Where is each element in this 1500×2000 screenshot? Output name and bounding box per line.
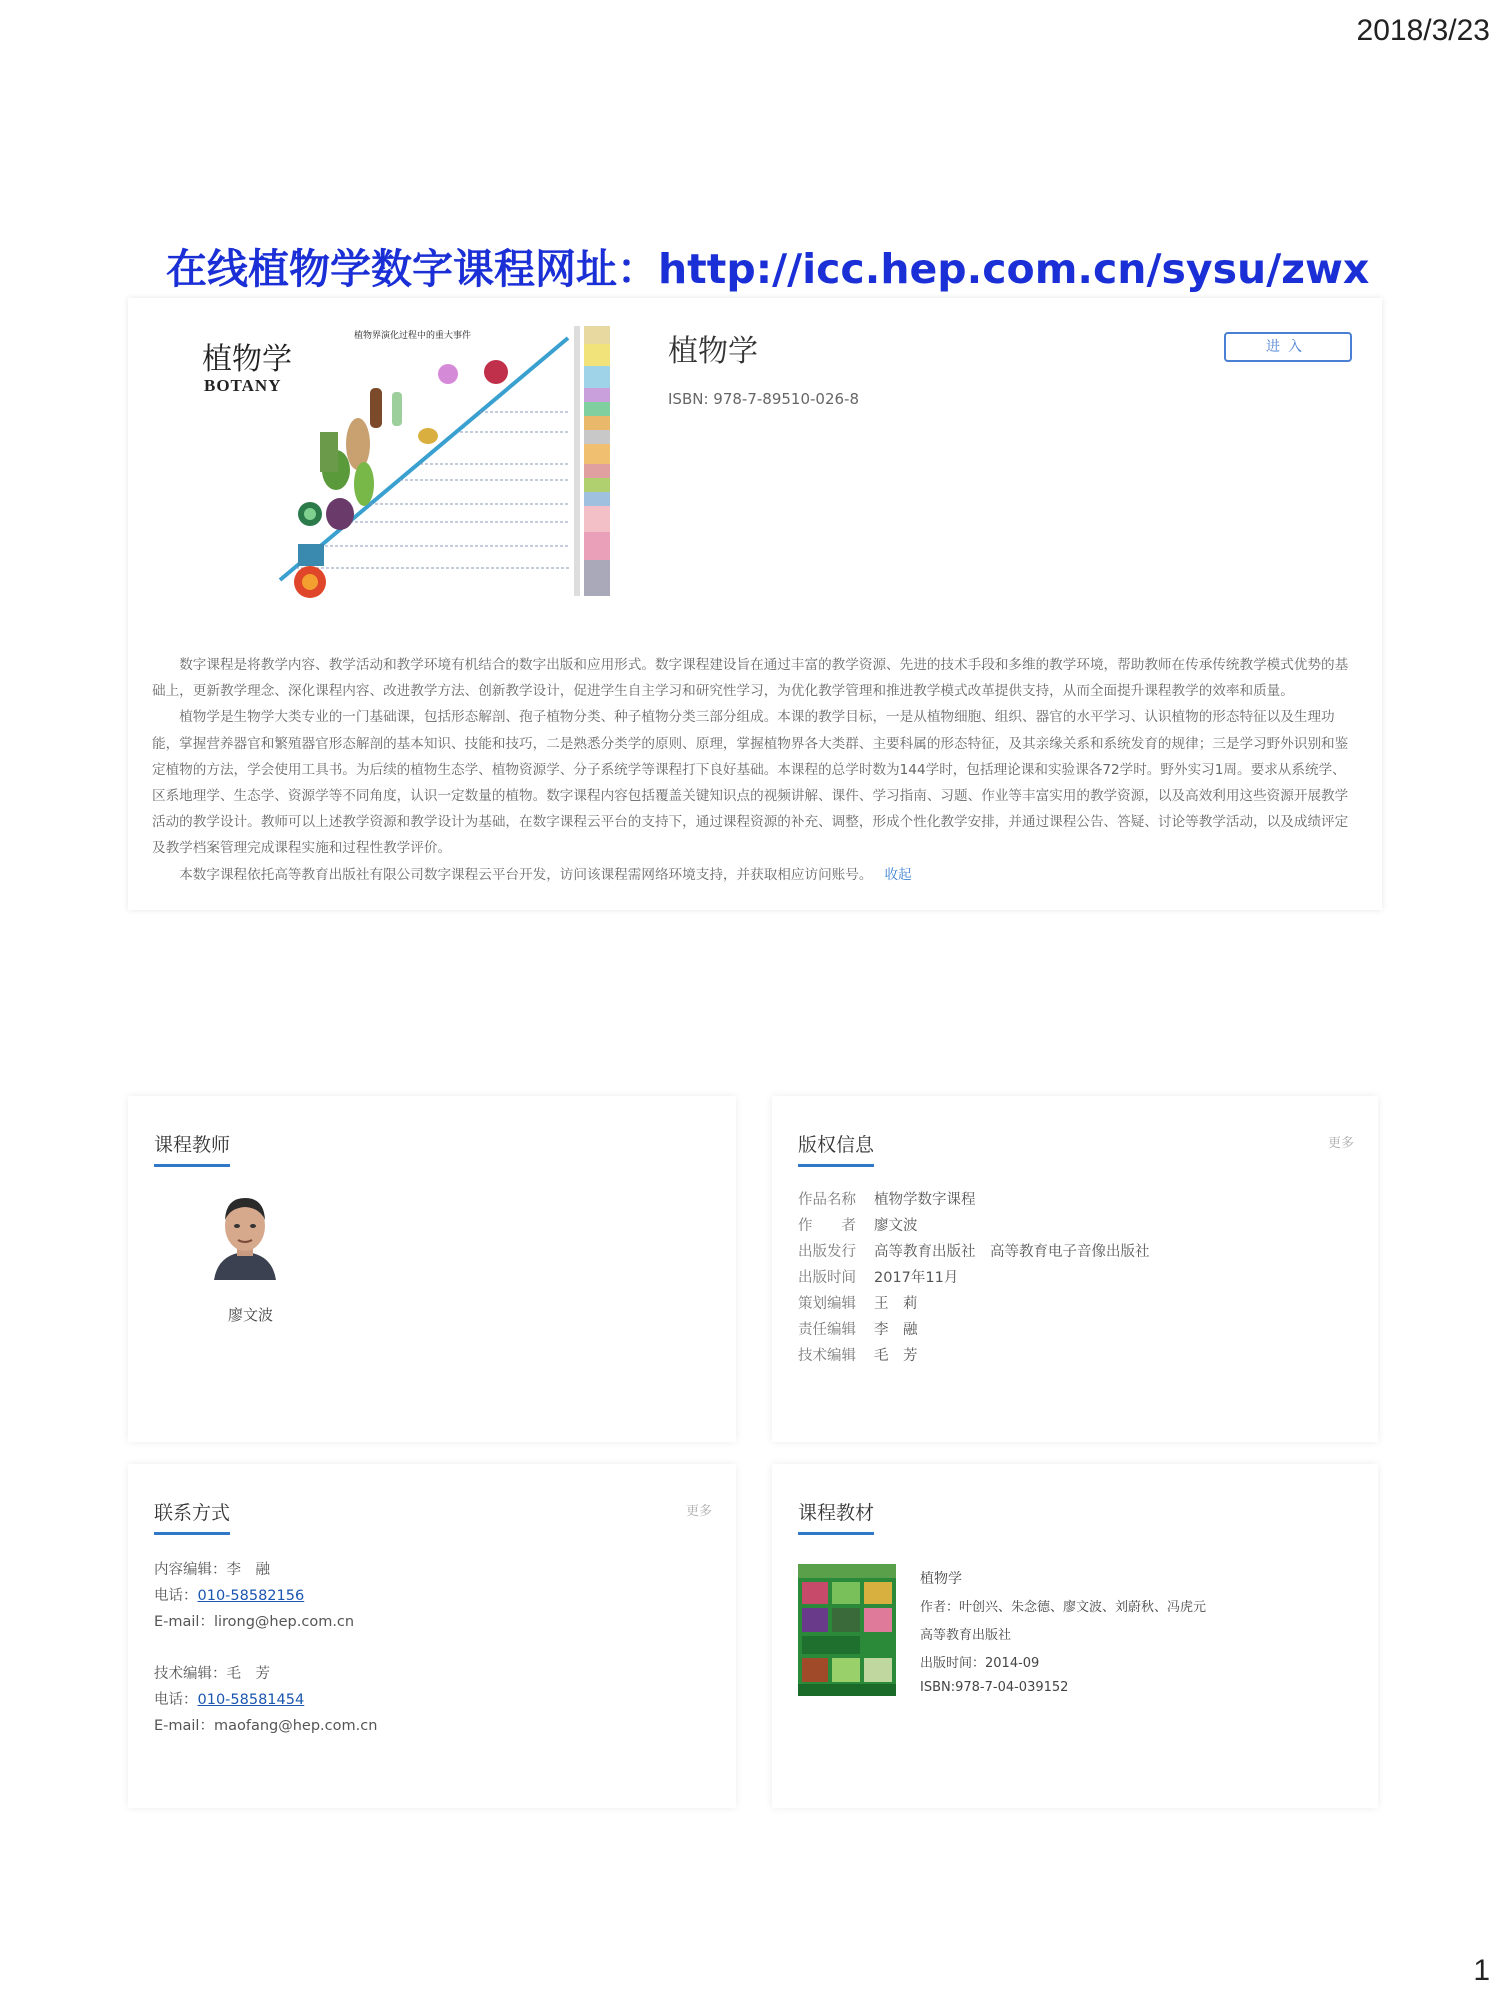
enter-course-button[interactable]: 进入 xyxy=(1224,332,1352,362)
phone-line xyxy=(154,1688,304,1709)
book-publisher: 高等教育出版社 xyxy=(920,1628,1012,1643)
more-link[interactable]: 更多 xyxy=(1327,1136,1354,1151)
textbook-cover-image[interactable] xyxy=(798,1564,896,1696)
info-row xyxy=(798,1318,918,1339)
info-value: 2017年11月 xyxy=(874,1270,959,1286)
course-description xyxy=(152,652,1358,888)
panel-title: 课程教师 xyxy=(154,1130,230,1167)
textbook-panel xyxy=(772,1464,1378,1808)
phone-prefix: 电话： xyxy=(154,1692,198,1708)
teacher-avatar xyxy=(210,1190,280,1280)
info-value: 毛 芳 xyxy=(874,1348,918,1364)
info-row xyxy=(798,1266,958,1287)
description-paragraph xyxy=(152,862,1358,888)
email-line: E-mail：lirong@hep.com.cn xyxy=(154,1614,355,1630)
phone-line xyxy=(154,1584,304,1605)
book-pub-date: 出版时间：2014-09 xyxy=(920,1656,1040,1671)
cover-title-cn: 植物学 xyxy=(202,342,292,377)
page-number: 1 xyxy=(1473,1954,1490,1987)
teacher-panel xyxy=(128,1096,736,1442)
course-isbn: ISBN: 978-7-89510-026-8 xyxy=(668,390,859,408)
info-value: 李 融 xyxy=(874,1322,918,1338)
info-key: 作 者 xyxy=(798,1218,856,1234)
info-key: 出版时间 xyxy=(798,1270,856,1286)
info-key: 技术编辑 xyxy=(798,1348,856,1364)
course-card xyxy=(128,298,1382,910)
email-line: E-mail：maofang@hep.com.cn xyxy=(154,1718,378,1734)
info-key: 出版发行 xyxy=(798,1244,856,1260)
info-row xyxy=(798,1292,918,1313)
content-editor-label: 内容编辑：李 融 xyxy=(154,1562,270,1578)
phone-prefix: 电话： xyxy=(154,1588,198,1604)
info-value: 植物学数字课程 xyxy=(874,1192,976,1208)
svg-text:植物界演化过程中的重大事件: 植物界演化过程中的重大事件 xyxy=(354,331,472,341)
info-value: 廖文波 xyxy=(874,1218,918,1234)
book-authors: 作者：叶创兴、朱念德、廖文波、刘蔚秋、冯虎元 xyxy=(920,1600,1207,1615)
info-row xyxy=(798,1214,918,1235)
book-isbn: ISBN:978-7-04-039152 xyxy=(920,1680,1069,1695)
book-title[interactable]: 植物学 xyxy=(920,1571,962,1587)
tech-editor-label: 技术编辑：毛 芳 xyxy=(154,1666,270,1682)
description-text: 本数字课程依托高等教育出版社有限公司数字课程云平台开发，访问该课程需网络环境支持，并获取相应访问账号。 xyxy=(179,866,873,883)
phone-link[interactable]: 010-58582156 xyxy=(197,1588,305,1604)
cover-title-en: BOTANY xyxy=(204,376,282,395)
contact-panel xyxy=(128,1464,736,1808)
info-key: 责任编辑 xyxy=(798,1322,856,1338)
info-row xyxy=(798,1188,976,1209)
collapse-link[interactable]: 收起 xyxy=(884,866,912,883)
info-key: 策划编辑 xyxy=(798,1296,856,1312)
panel-title: 版权信息 xyxy=(798,1130,874,1167)
teacher-name[interactable]: 廖文波 xyxy=(228,1306,274,1324)
info-row xyxy=(798,1344,918,1365)
panel-title: 联系方式 xyxy=(154,1498,230,1535)
description-paragraph: 植物学是生物学大类专业的一门基础课，包括形态解剖、孢子植物分类、种子植物分类三部分组成。本课的教学目标，一是从植物细胞、组织、器官的水平学习、认识植物的形态特征以及生理功能，掌握营养器官和繁殖器官形态解剖的基本知识、技能和技巧，二是熟悉分类学的原则、原理，掌握植物界各大类群、主要科属的形态特征，及其亲缘关系和系统发育的规律；三是学习野外识别和鉴定植物的方法，学会使用工具书。为后续的植物生态学、植物资源学、分子系统学等课程打下良好基础。本课程的总学时数为144学时，包括理论课和实验课各72学时。野外实习1周。要求从系统学、区系地理学、生态学、资源学等不同角度，认识一定数量的植物。数字课程内容包括覆盖关键知识点的视频讲解、课件、学习指南、习题、作业等丰富实用的教学资源，以及高效利用这些资源开展教学活动的教学设计。教师可以上述教学资源和教学设计为基础，在数字课程云平台的支持下，通过课程资源的补充、调整，形成个性化教学安排，并通过课程公告、答疑、讨论等教学活动，以及成绩评定及教学档案管理完成课程实施和过程性教学评价。 xyxy=(152,709,1349,857)
course-cover-image xyxy=(180,314,610,604)
slide-date: 2018/3/23 xyxy=(1356,14,1490,47)
panel-title: 课程教材 xyxy=(798,1498,874,1535)
info-row xyxy=(798,1240,1150,1261)
phone-link[interactable]: 010-58581454 xyxy=(197,1692,305,1708)
more-link[interactable]: 更多 xyxy=(685,1504,712,1519)
course-title: 植物学 xyxy=(668,334,758,369)
info-value: 王 莉 xyxy=(874,1296,918,1312)
course-url-headline: 在线植物学数字课程网址：http://icc.hep.com.cn/sysu/zwx xyxy=(166,245,1370,293)
info-value: 高等教育出版社 高等教育电子音像出版社 xyxy=(874,1244,1150,1260)
description-paragraph: 数字课程是将教学内容、教学活动和教学环境有机结合的数字出版和应用形式。数字课程建设旨在通过丰富的教学资源、先进的技术手段和多维的教学环境，帮助教师在传承传统教学模式优势的基础上，更新教学理念、深化课程内容、改进教学方法、创新教学设计，促进学生自主学习和研究性学习，为优化教学管理和推进教学模式改革提供支持，从而全面提升课程教学的效率和质量。 xyxy=(152,657,1349,700)
copyright-panel xyxy=(772,1096,1378,1442)
info-key: 作品名称 xyxy=(798,1192,856,1208)
